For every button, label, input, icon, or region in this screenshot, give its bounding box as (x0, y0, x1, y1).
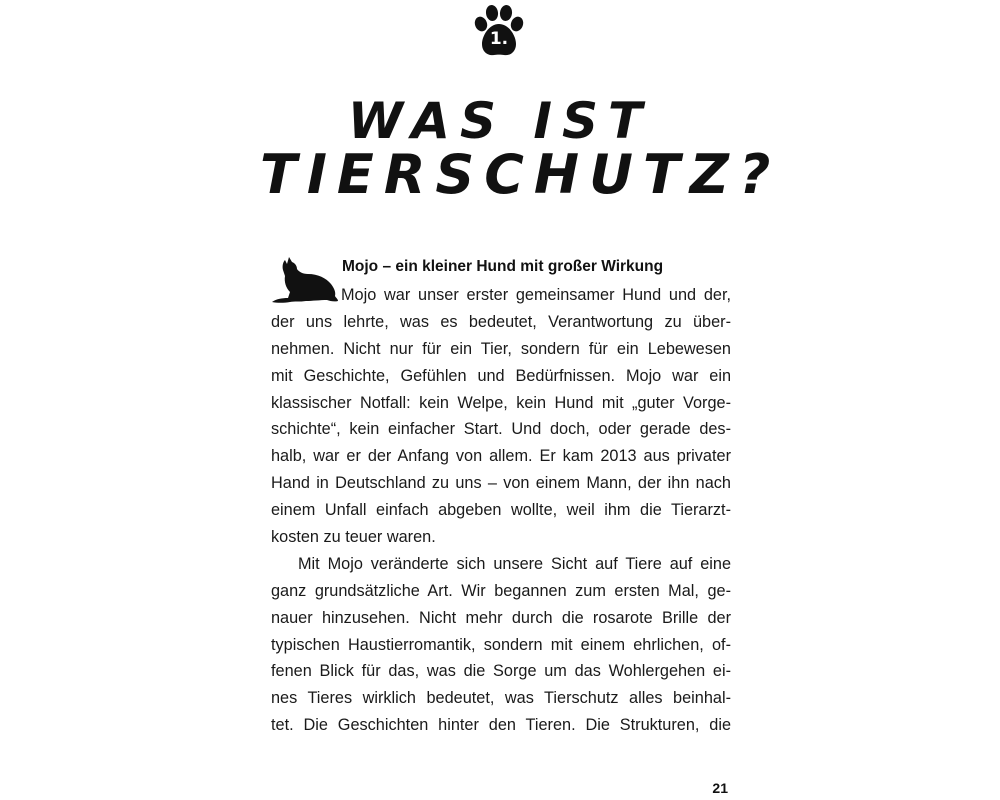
section-heading: Mojo – ein kleiner Hund mit großer Wirkung (342, 258, 664, 275)
body-line: nehmen. Nicht nur für ein Tier, sondern für ein Lebewesen (271, 339, 731, 358)
body-line: tet. Die Geschichten hinter den Tieren. Die Strukturen, die (271, 716, 731, 735)
body-line: kosten zu teuer waren. (271, 528, 436, 547)
body-line: ganz grundsätzliche Art. Wir begannen zum ersten Mal, ge- (271, 581, 731, 600)
body-line: schichte“, kein einfacher Start. Und doch, oder gerade des- (271, 420, 731, 439)
body-text (271, 282, 731, 739)
body-line: typischen Haustierromantik, sondern mit einem ehrlichen, of- (271, 635, 731, 654)
page-number: 21 (712, 780, 728, 796)
chapter-badge (471, 4, 527, 58)
body-line: der uns lehrte, was es bedeutet, Verantwortung zu über- (271, 312, 731, 331)
chapter-title-line-2: TIERSCHUTZ? (260, 143, 781, 206)
body-line: mit Geschichte, Gefühlen und Bedürfnissen. Mojo war ein (271, 366, 731, 385)
body-line: klassischer Notfall: kein Welpe, kein Hund mit „guter Vorge- (271, 393, 731, 412)
chapter-number: 1. (489, 29, 509, 49)
body-line: Mit Mojo veränderte sich unsere Sicht auf Tiere auf eine (298, 554, 731, 573)
body-line: halb, war er der Anfang von allem. Er kam 2013 aus privater (271, 447, 731, 466)
chapter-title-line-1: WAS IST (347, 92, 653, 150)
body-line: Mojo war unser erster gemeinsamer Hund und der, (341, 286, 731, 304)
body-line: nauer hinzusehen. Nicht mehr durch die rosarote Brille der (271, 608, 731, 627)
body-line: fenen Blick für das, was die Sorge um das Wohlergehen ei- (271, 662, 731, 681)
body-line: Hand in Deutschland zu uns – von einem Mann, der ihn nach (271, 474, 731, 493)
body-line: nes Tieres wirklich bedeutet, was Tierschutz alles beinhal- (271, 689, 731, 708)
body-line: einem Unfall einfach abgeben wollte, weil ihm die Tierarzt- (271, 501, 731, 520)
